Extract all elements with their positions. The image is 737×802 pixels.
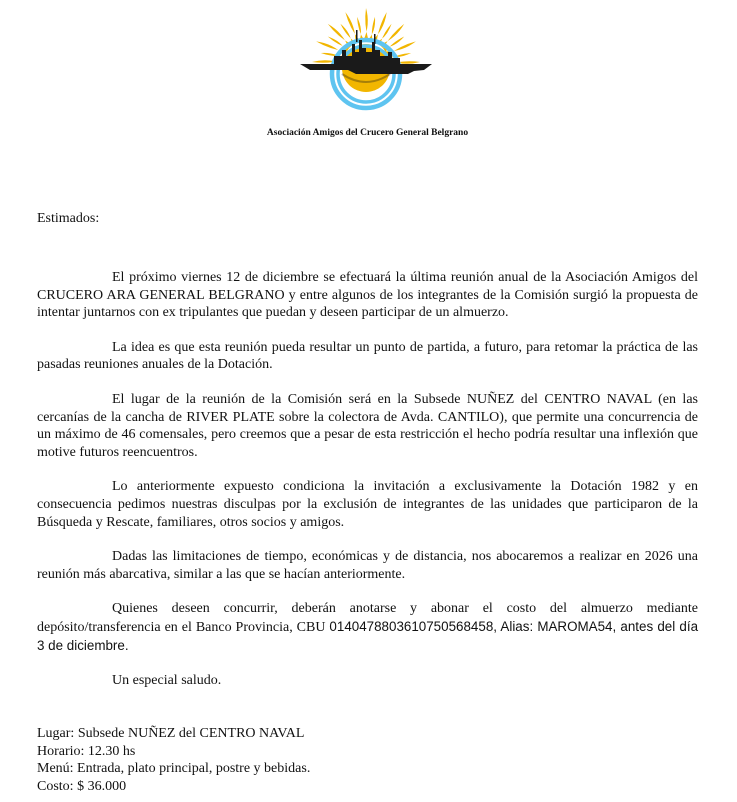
letter-greeting: Estimados: [37, 211, 100, 226]
payment-intro: Quienes deseen concurrir, deberán anotarse y abonar el costo del almuerzo mediante depósito/transferencia en el Banco Provincia, CBU [37, 601, 698, 635]
event-menu: Menú: Entrada, plato principal, postre y bebidas. [37, 761, 311, 777]
paragraph-payment [37, 600, 698, 655]
organization-name: Asociación Amigos del Crucero General Belgrano [266, 128, 469, 138]
letter-body [37, 269, 698, 690]
event-details [37, 725, 310, 795]
paragraph-future: Dadas las limitaciones de tiempo, económicas y de distancia, nos abocaremos a realizar en 2026 una reunión más abarcativa, similar a las que se hacían anteriormente. [37, 549, 698, 582]
sun-ship-emblem-icon [296, 4, 436, 116]
paragraph-venue: El lugar de la reunión de la Comisión será en la Subsede NUÑEZ del CENTRO NAVAL (en las cercanías de la cancha de RIVER PLATE sobre la colectora de Avda. CANTILO), que permite una concurrencia de un máximo de 46 comensales, pero creemos que a pesar de esta restricción el hecho podría resultar una inflexión que motive futuros reencuentros. [37, 391, 698, 460]
paragraph-meeting: El próximo viernes 12 de diciembre se efectuará la última reunión anual de la Asociación Amigos del CRUCERO ARA GENERAL BELGRANO y entre algunos de los integrantes de la Comisión surgió la propuesta de intentar juntarnos con ex tripulantes que puedan y deseen participar de un almuerzo. [37, 270, 698, 321]
event-place: Lugar: Subsede NUÑEZ del CENTRO NAVAL [37, 726, 305, 741]
event-cost: Costo: $ 36.000 [37, 778, 127, 794]
letter-closing: Un especial saludo. [112, 673, 222, 689]
paragraph-invitation: Lo anteriormente expuesto condiciona la invitación a exclusivamente la Dotación 1982 y en consecuencia pedimos nuestras disculpas por la exclusión de integrantes de las unidades que participaron de la Búsqueda y Rescate, familiares, otros socios y amigos. [37, 479, 698, 530]
paragraph-idea: La idea es que esta reunión pueda resultar un punto de partida, a futuro, para retomar la práctica de las pasadas reuniones anuales de la Dotación. [37, 339, 698, 373]
payment-details: 0140478803610750568458, Alias: MAROMA54, antes del día 3 de diciembre. [37, 618, 699, 653]
event-time: Horario: 12.30 hs [37, 743, 136, 759]
